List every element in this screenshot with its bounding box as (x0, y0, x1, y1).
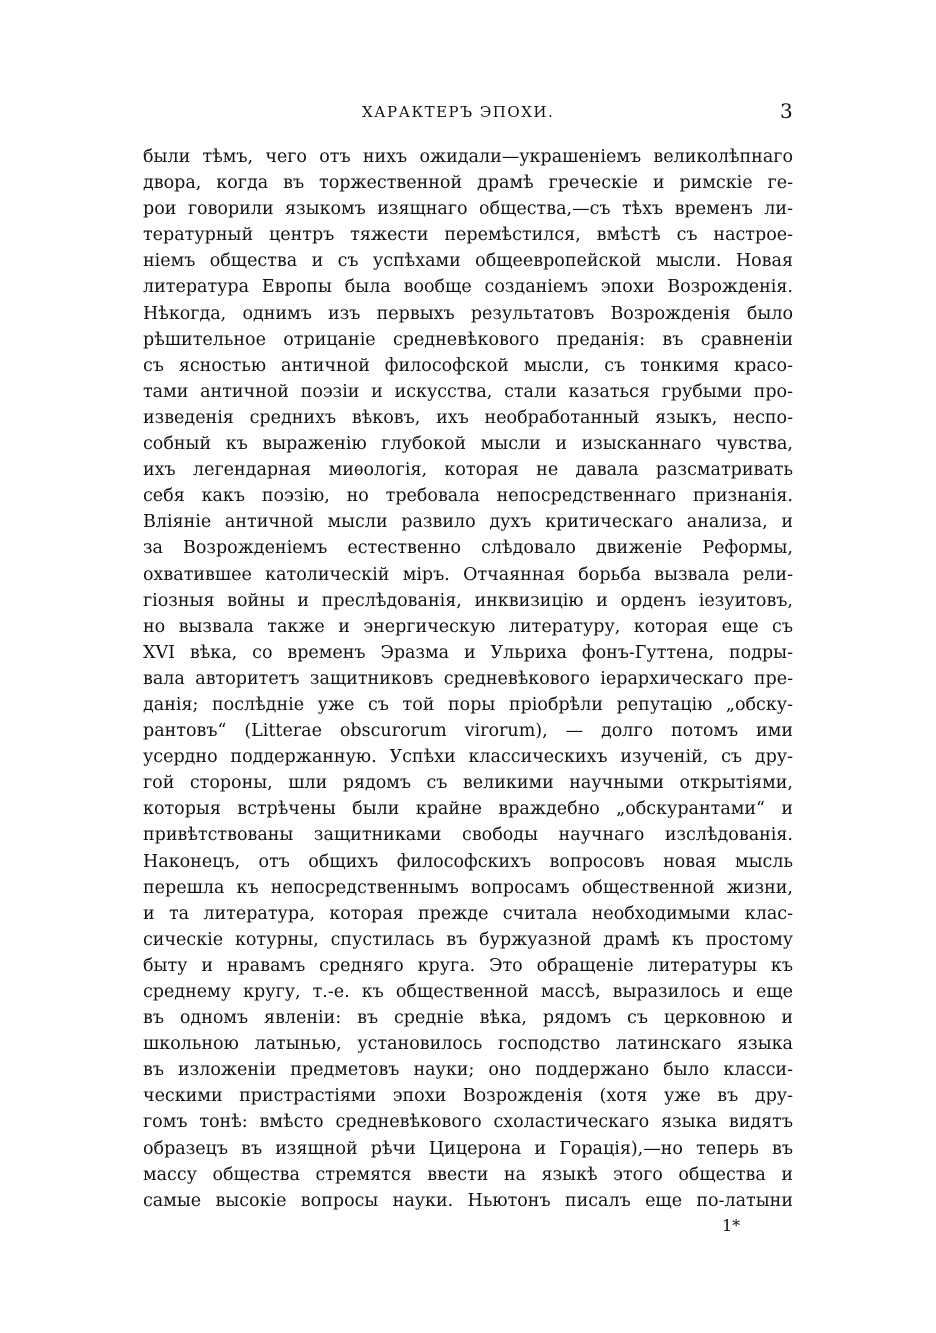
text-line: изведенія среднихъ вѣковъ, ихъ необработанный языкъ, неспо- (143, 407, 793, 428)
text-line: тературный центръ тяжести перемѣстился, вмѣстѣ съ настрое- (143, 225, 793, 246)
text-line: съ ясностью античной философской мысли, съ тонкимя красо- (143, 355, 793, 376)
text-line: гомъ тонѣ: вмѣсто средневѣкового схоластическаго языка видятъ (143, 1112, 793, 1133)
text-line: рои говорили языкомъ изящнаго общества,—съ тѣхъ временъ ли- (143, 199, 793, 220)
running-head: ХАРАКТЕРЪ ЭПОХИ. (362, 103, 555, 121)
text-line: себя какъ поэзію, но требовала непосредственнаго признанія. (143, 486, 793, 507)
text-line: тами античной поэзіи и искусства, стали казаться грубыми про- (143, 381, 793, 402)
text-line: XVI вѣка, со временъ Эразма и Ульриха фонъ-Гуттена, подры- (143, 642, 793, 663)
body-text (143, 144, 793, 1214)
text-line: образецъ въ изящной рѣчи Цицерона и Горація),—но теперь въ (143, 1138, 793, 1159)
text-line: ихъ легендарная миѳологія, которая не давала разсматривать (143, 460, 793, 481)
text-line: ческими пристрастіями эпохи Возрожденія (хотя уже въ дру- (143, 1086, 793, 1107)
text-line: данія; послѣдніе уже съ той поры пріобрѣли репутацію „обску- (143, 694, 793, 715)
text-line: гой стороны, шли рядомъ съ великими научными открытіями, (143, 773, 793, 794)
text-line: но вызвала также и энергическую литературу, которая еще съ (143, 616, 793, 637)
text-line: сическіе котурны, спустилась въ буржуазной драмѣ къ простому (143, 929, 793, 950)
signature-mark: 1* (722, 1216, 741, 1235)
text-line: быту и нравамъ средняго круга. Это обращеніе литературы къ (143, 955, 793, 976)
text-line: привѣтствованы защитниками свободы научнаго изслѣдованія. (143, 825, 793, 846)
text-line: Наконецъ, отъ общихъ философскихъ вопросовъ новая мысль (143, 851, 793, 872)
text-line: были тѣмъ, чего отъ нихъ ожидали—украшеніемъ великолѣпнаго (143, 147, 793, 167)
text-line: рѣшительное отрицаніе средневѣкового преданія: въ сравненіи (143, 329, 793, 350)
text-line: ніемъ общества и съ успѣхами общеевропейской мысли. Новая (143, 251, 793, 272)
text-line: среднему кругу, т.-е. къ общественной массѣ, выразилось и еще (143, 982, 793, 1002)
text-line: Нѣкогда, однимъ изъ первыхъ результатовъ Возрожденія было (143, 303, 793, 324)
text-line: перешла къ непосредственнымъ вопросамъ общественной жизни, (143, 877, 793, 898)
text-line: литература Европы была вообще созданіемъ эпохи Возрожденія. (143, 277, 793, 298)
text-line: массу общества стремятся ввести на языкѣ этого общества и (143, 1164, 793, 1185)
text-line: усердно поддержанную. Успѣхи классическихъ изученій, съ дру- (143, 747, 793, 768)
text-line: въ изложеніи предметовъ науки; оно поддержано было класси- (143, 1060, 793, 1081)
text-line: за Возрожденіемъ естественно слѣдовало движеніе Реформы, (143, 538, 793, 559)
text-line: и та литература, которая прежде считала необходимыми клас- (143, 903, 793, 924)
text-line: двора, когда въ торжественной драмѣ греческіе и римскіе ге- (143, 173, 793, 194)
text-line: рантовъ“ (Litterae obscurorum virorum), — долго потомъ ими (143, 721, 793, 742)
text-line: охватившее католическій міръ. Отчаянная борьба вызвала рели- (143, 564, 793, 585)
text-line: въ одномъ явленіи: въ средніе вѣка, рядомъ съ церковною и (143, 1008, 793, 1029)
text-line: Вліяніе античной мысли развило духъ критическаго анализа, и (143, 512, 793, 533)
text-line: которыя встрѣчены были крайне враждебно „обскурантами“ и (143, 799, 793, 820)
text-line: самые высокіе вопросы науки. Ньютонъ писалъ еще по-латыни (143, 1190, 793, 1211)
text-line: вала авторитетъ защитниковъ средневѣкового іерархическаго пре- (143, 668, 793, 689)
text-line: школьною латынью, установилось господство латинскаго языка (143, 1034, 793, 1055)
text-line: собный къ выраженію глубокой мысли и изысканнаго чувства, (143, 434, 793, 455)
text-line: гіозныя войны и преслѣдованія, инквизицію и орденъ іезуитовъ, (143, 590, 793, 611)
page-number: 3 (780, 99, 793, 123)
